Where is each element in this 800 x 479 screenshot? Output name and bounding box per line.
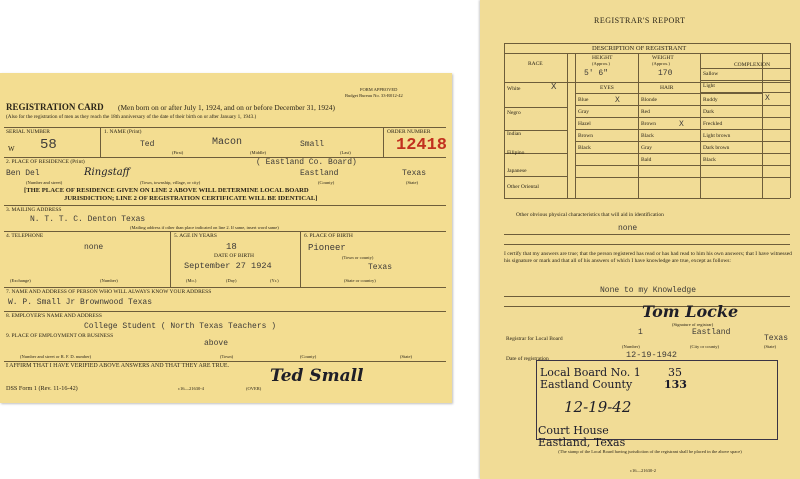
- registration-card-front: [0, 73, 452, 403]
- complexion-sallow: Sallow: [703, 71, 719, 77]
- divider: [567, 53, 568, 198]
- residence-handwritten: Ringstaff: [84, 167, 130, 178]
- divider: [4, 205, 446, 206]
- form-approved: FORM APPROVED: [360, 87, 398, 92]
- divider: [700, 92, 790, 93]
- birthplace-label: 6. PLACE OF BIRTH: [304, 233, 353, 239]
- employment-caption-town: (Town): [220, 354, 234, 359]
- race-japanese: Japanese: [507, 168, 527, 174]
- eyes-blue: Blue: [578, 97, 589, 103]
- registrar-signature: Tom Locke: [642, 302, 739, 321]
- race-white: White: [507, 86, 521, 92]
- eyes-black: Black: [578, 145, 591, 151]
- registrar-for-label: Registrar for Local Board: [506, 336, 563, 342]
- divider: [4, 287, 446, 288]
- residence-caption-state: (State): [406, 180, 418, 185]
- stamp-line-3: Court House: [538, 424, 609, 437]
- complexion-ruddy: Ruddy: [703, 97, 718, 103]
- divider: [575, 105, 790, 106]
- employment-value: above: [204, 339, 229, 348]
- description-header: DESCRIPTION OF REGISTRANT: [592, 45, 687, 52]
- print-code: c16—21630-4: [178, 386, 204, 391]
- height-value: 5' 6": [584, 69, 609, 78]
- budget-bureau: Budget Bureau No. 33-R012-42: [345, 93, 403, 98]
- eyes-gray: Gray: [578, 109, 589, 115]
- residence-label: 2. PLACE OF RESIDENCE (Print): [6, 159, 85, 165]
- stamp-num-2: 133: [664, 378, 687, 391]
- mailing-label: 3. MAILING ADDRESS: [6, 207, 62, 213]
- birthplace-value: Pioneer: [308, 243, 346, 253]
- divider: [575, 153, 790, 154]
- divider: [504, 82, 790, 83]
- race-indian: Indian: [507, 131, 522, 137]
- card-title: REGISTRATION CARD: [6, 102, 104, 112]
- other-physical-label: Other obvious physical characteristics that will aid in identification: [516, 212, 664, 218]
- residence-state: Texas: [402, 169, 427, 178]
- weight-approx: (Approx.): [652, 61, 670, 66]
- hair-red: Red: [641, 109, 650, 115]
- divider: [504, 53, 790, 54]
- divider: [700, 68, 790, 69]
- board-number: 1: [638, 328, 643, 337]
- divider: [575, 165, 790, 166]
- hair-black: Black: [641, 133, 654, 139]
- weight-value: 170: [658, 69, 673, 78]
- hair-blonde: Blonde: [641, 97, 657, 103]
- divider: [4, 231, 446, 232]
- card-subtitle: (Also for the registration of men as they reach the 18th anniversary of the date of their birth on or after January 1, 1943.): [6, 114, 257, 120]
- order-label: ORDER NUMBER: [387, 129, 431, 135]
- divider: [4, 311, 446, 312]
- telephone-caption-number: (Number): [100, 278, 118, 283]
- telephone-value: none: [84, 243, 104, 252]
- employment-label: 9. PLACE OF EMPLOYMENT OR BUSINESS: [6, 333, 114, 339]
- age-label: 5. AGE IN YEARS: [174, 233, 217, 239]
- hair-gray: Gray: [641, 145, 652, 151]
- hair-bald: Bald: [641, 157, 652, 163]
- dob-caption-yr: (Yr.): [270, 278, 279, 283]
- divider: [575, 117, 790, 118]
- complexion-freckled: Freckled: [703, 121, 723, 127]
- other-physical-value: none: [618, 224, 638, 233]
- divider: [4, 157, 446, 158]
- last-name: Small: [300, 140, 325, 149]
- name-label: 1. NAME (Print): [104, 129, 142, 135]
- complexion-dark-brown: Dark brown: [703, 145, 730, 151]
- complexion-light-brown: Light brown: [703, 133, 731, 139]
- birthplace-state: Texas: [368, 263, 393, 272]
- over-note: (OVER): [246, 386, 262, 391]
- affirm-text: I AFFIRM THAT I HAVE VERIFIED ABOVE ANSWERS AND THAT THEY ARE TRUE.: [6, 363, 230, 369]
- board-place: Eastland: [692, 328, 731, 337]
- divider: [504, 244, 790, 245]
- complexion-header: COMPLEXION: [734, 62, 771, 68]
- divider: [504, 43, 790, 44]
- dob-caption-day: (Day): [226, 278, 237, 283]
- weight-header: WEIGHT: [652, 55, 674, 61]
- order-number: 12418: [396, 136, 448, 155]
- board-caption-city: (City or county): [690, 344, 719, 349]
- height-approx: (Approx.): [592, 61, 610, 66]
- residence-note-2: JURISDICTION; LINE 2 OF REGISTRATION CERTIFICATE WILL BE IDENTICAL]: [64, 195, 318, 202]
- divider: [504, 43, 505, 198]
- serial-prefix: W: [8, 145, 15, 153]
- eyes-header: EYES: [600, 85, 614, 91]
- signature-caption: (Signature of registrar): [672, 322, 714, 327]
- telephone-caption-exchange: (Exchange): [10, 278, 31, 283]
- complexion-light: Light: [703, 83, 715, 89]
- contact-value: W. P. Small Jr Brownwood Texas: [8, 298, 153, 307]
- stamp-num-1: 35: [668, 366, 682, 379]
- mailing-caption: (Mailing address if other than place indicated on line 2. If same, insert word same): [130, 225, 279, 230]
- residence-caption-town: (Town, township, village, or city): [140, 180, 201, 185]
- divider: [4, 127, 446, 128]
- form-id: DSS Form 1 (Rev. 11-16-42): [6, 385, 78, 392]
- residence-county: Eastland: [300, 169, 339, 178]
- divider: [504, 234, 790, 235]
- date-value: 12-19-1942: [626, 350, 678, 360]
- first-caption: (First): [172, 150, 184, 155]
- middle-caption: (Middle): [250, 150, 266, 155]
- registrant-signature: Ted Small: [270, 366, 364, 386]
- serial-label: SERIAL NUMBER: [6, 129, 50, 135]
- hair-header: HAIR: [660, 85, 674, 91]
- height-header: HEIGHT: [592, 55, 613, 61]
- hair-mark: X: [679, 120, 684, 129]
- complexion-dark: Dark: [703, 109, 714, 115]
- complexion-black: Black: [703, 157, 716, 163]
- birthplace-caption-town: (Town or county): [342, 255, 374, 260]
- contact-label: 7. NAME AND ADDRESS OF PERSON WHO WILL ALWAYS KNOW YOUR ADDRESS: [6, 289, 212, 295]
- middle-name: Macon: [212, 137, 243, 148]
- stamp-line-4: Eastland, Texas: [538, 436, 626, 449]
- stamp-line-2: Eastland County: [540, 378, 633, 391]
- divider: [700, 80, 790, 81]
- divider: [504, 198, 790, 199]
- divider: [170, 231, 171, 287]
- dob-label: DATE OF BIRTH: [214, 253, 255, 259]
- eyes-hazel: Hazel: [578, 121, 591, 127]
- race-negro: Negro: [507, 110, 521, 116]
- divider: [4, 361, 446, 362]
- board-caption-state: (State): [764, 344, 776, 349]
- serial-number: 58: [40, 137, 57, 153]
- residence-caption-street: (Number and street): [26, 180, 63, 185]
- exception-value: None to my Knowledge: [600, 286, 697, 295]
- stamp-caption: (The stamp of the Local Board having jurisdiction of the registrant shall be placed in the above space): [558, 449, 742, 454]
- stamp-date: 12-19-42: [564, 398, 632, 416]
- last-caption: (Last): [340, 150, 351, 155]
- certify-text: I certify that my answers are true; that the person registered has read or has had read to him his own answers; that I have witnessed his signature or mark and that all of his answers of which I have knowledge are true, except as follows:: [504, 251, 792, 264]
- race-mark: X: [551, 82, 557, 92]
- divider: [575, 141, 790, 142]
- divider: [504, 296, 790, 297]
- hair-brown: Brown: [641, 121, 656, 127]
- race-filipino: Filipino: [507, 150, 525, 156]
- employment-caption-street: (Number and street or R. F. D. number): [20, 354, 92, 359]
- first-name: Ted: [140, 140, 155, 149]
- dob-caption-mo: (Mo.): [186, 278, 197, 283]
- stamp-line-1: Local Board No. 1: [540, 366, 641, 379]
- card-title-note: (Men born on or after July 1, 1924, and on or before December 31, 1924): [118, 103, 335, 112]
- residence-board: ( Eastland Co. Board): [256, 158, 357, 167]
- residence-note-1: [THE PLACE OF RESIDENCE GIVEN ON LINE 2 ABOVE WILL DETERMINE LOCAL BOARD: [24, 187, 309, 194]
- divider: [790, 43, 791, 198]
- telephone-label: 4. TELEPHONE: [6, 233, 44, 239]
- divider: [575, 93, 762, 94]
- eyes-mark: X: [615, 96, 620, 105]
- divider: [575, 177, 790, 178]
- divider: [100, 127, 101, 157]
- eyes-brown: Brown: [578, 133, 593, 139]
- birthplace-caption-state: (State or country): [344, 278, 376, 283]
- divider: [300, 231, 301, 287]
- board-caption-number: (Number): [622, 344, 640, 349]
- report-title: REGISTRAR'S REPORT: [594, 16, 686, 25]
- registrars-report-back: [480, 0, 800, 479]
- complexion-mark: X: [765, 94, 770, 103]
- employment-caption-county: (County): [300, 354, 317, 359]
- mailing-value: N. T. T. C. Denton Texas: [30, 215, 146, 224]
- divider: [504, 176, 567, 177]
- employer-label: 8. EMPLOYER'S NAME AND ADDRESS: [6, 313, 102, 319]
- back-print-code: c16—21630-2: [630, 468, 656, 473]
- race-other-oriental: Other Oriental: [507, 184, 539, 190]
- divider: [383, 127, 384, 157]
- employment-caption-state: (State): [400, 354, 412, 359]
- dob-value: September 27 1924: [184, 261, 272, 271]
- divider: [575, 129, 790, 130]
- employer-value: College Student ( North Texas Teachers ): [84, 322, 277, 331]
- race-header: RACE: [528, 61, 543, 67]
- divider: [504, 107, 567, 108]
- board-state: Texas: [764, 334, 789, 343]
- date-label: Date of registration: [506, 356, 549, 362]
- residence-value: Ben Del: [6, 169, 40, 178]
- residence-caption-county: (County): [318, 180, 335, 185]
- age-value: 18: [226, 242, 237, 252]
